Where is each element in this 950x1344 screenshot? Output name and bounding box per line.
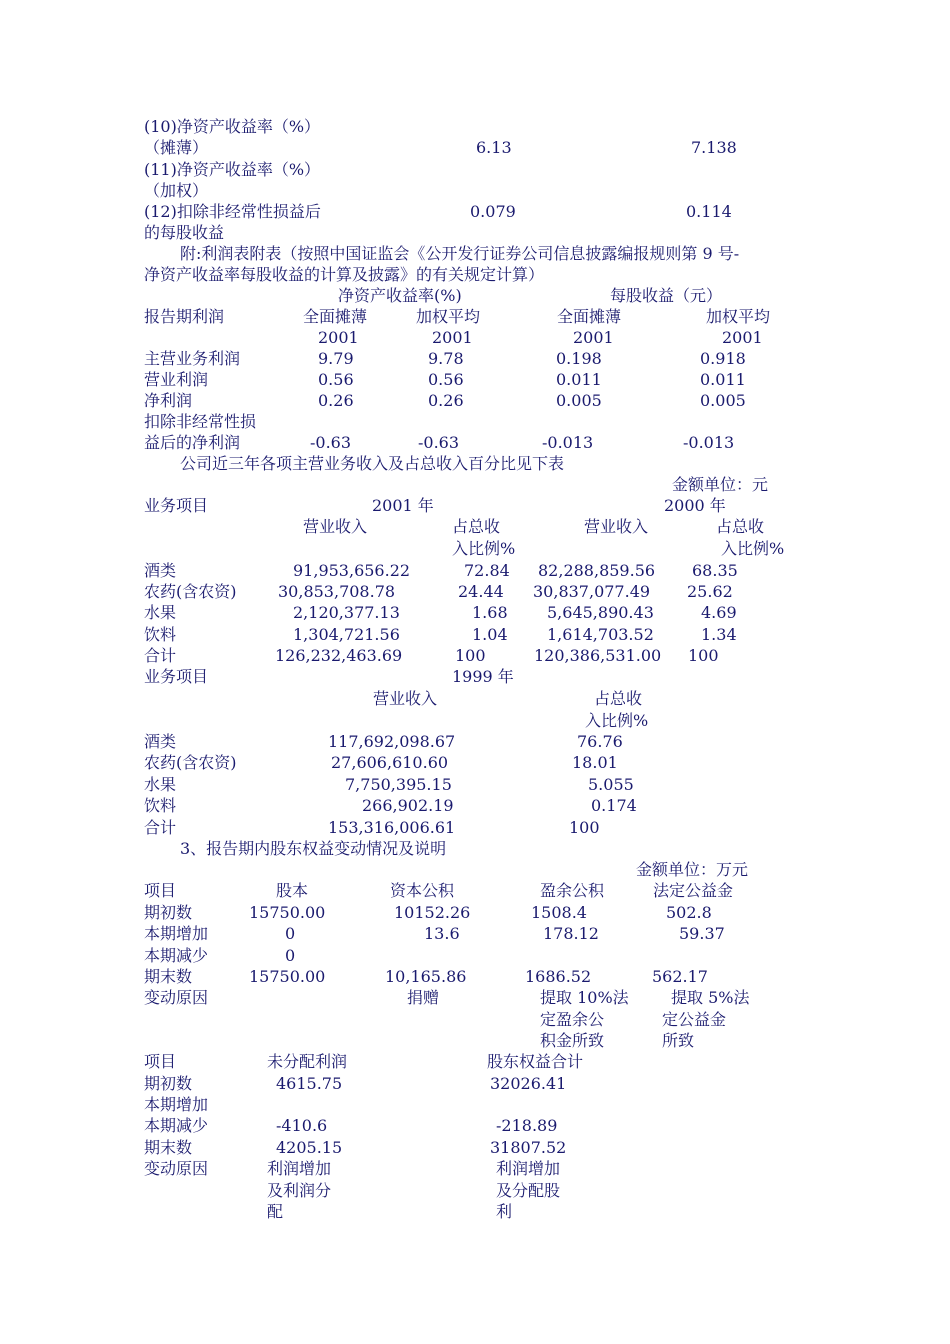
- text-line-18-0: 业务项目: [144, 496, 209, 515]
- text-line-30-0: 农药(含农资): [144, 753, 237, 772]
- text-line-9-4: 加权平均: [706, 307, 771, 326]
- text-line-11-0: 主营业务利润: [144, 349, 241, 368]
- text-line-33-1: 153,316,006.61: [328, 818, 456, 837]
- text-line-4-0: (12)扣除非经常性损益后: [144, 202, 321, 221]
- text-line-38-3: 178.12: [543, 924, 599, 943]
- text-line-25-0: 合计: [144, 646, 177, 665]
- text-line-40-4: 562.17: [652, 967, 708, 986]
- text-line-13-0: 净利润: [144, 391, 193, 410]
- text-line-23-0: 水果: [144, 603, 177, 622]
- text-line-40-0: 期末数: [144, 967, 193, 986]
- text-line-6-0: 附:利润表附表（按照中国证监会《公开发行证券公司信息披露编报规则第 9 号-: [180, 244, 740, 263]
- text-line-9-2: 加权平均: [416, 307, 481, 326]
- text-line-51-1: 利: [496, 1202, 513, 1221]
- text-line-41-3: 提取 5%法: [671, 988, 750, 1007]
- text-line-18-2: 2000 年: [664, 496, 726, 515]
- text-line-20-0: 入比例%: [452, 539, 516, 558]
- text-line-12-3: 0.011: [556, 370, 602, 389]
- text-line-11-1: 9.79: [318, 349, 354, 368]
- text-line-47-1: -410.6: [276, 1116, 328, 1135]
- text-line-26-1: 1999 年: [452, 667, 514, 686]
- text-line-1-2: 7.138: [691, 138, 737, 157]
- text-line-15-3: -0.013: [542, 433, 594, 452]
- text-line-44-0: 项目: [144, 1052, 177, 1071]
- text-line-18-1: 2001 年: [372, 496, 434, 515]
- text-line-40-2: 10,165.86: [385, 967, 467, 986]
- text-line-19-2: 营业收入: [584, 517, 649, 536]
- text-line-4-2: 0.114: [686, 202, 732, 221]
- text-line-29-0: 酒类: [144, 732, 177, 751]
- text-line-38-0: 本期增加: [144, 924, 209, 943]
- text-line-48-0: 期末数: [144, 1138, 193, 1157]
- text-line-48-2: 31807.52: [490, 1138, 567, 1157]
- text-line-29-2: 76.76: [577, 732, 623, 751]
- text-line-40-1: 15750.00: [249, 967, 326, 986]
- text-line-9-1: 全面摊薄: [303, 307, 368, 326]
- text-line-49-0: 变动原因: [144, 1159, 209, 1178]
- text-line-37-1: 15750.00: [249, 903, 326, 922]
- text-line-37-0: 期初数: [144, 903, 193, 922]
- text-line-21-4: 68.35: [692, 561, 738, 580]
- text-line-29-1: 117,692,098.67: [328, 732, 456, 751]
- text-line-31-2: 5.055: [588, 775, 634, 794]
- text-line-13-1: 0.26: [318, 391, 354, 410]
- text-line-48-1: 4205.15: [276, 1138, 343, 1157]
- text-line-13-4: 0.005: [700, 391, 746, 410]
- text-line-12-1: 0.56: [318, 370, 354, 389]
- text-line-23-2: 1.68: [472, 603, 508, 622]
- text-line-41-1: 捐赠: [407, 988, 440, 1007]
- text-line-25-4: 100: [688, 646, 719, 665]
- text-line-24-4: 1.34: [701, 625, 737, 644]
- text-line-47-2: -218.89: [496, 1116, 558, 1135]
- text-line-4-1: 0.079: [470, 202, 516, 221]
- text-line-49-2: 利润增加: [496, 1159, 561, 1178]
- text-line-33-2: 100: [569, 818, 600, 837]
- text-line-34-0: 3、报告期内股东权益变动情况及说明: [180, 839, 447, 858]
- text-line-19-0: 营业收入: [303, 517, 368, 536]
- text-line-36-2: 资本公积: [390, 881, 455, 900]
- text-line-23-4: 4.69: [701, 603, 737, 622]
- text-line-46-0: 本期增加: [144, 1095, 209, 1114]
- text-line-11-4: 0.918: [700, 349, 746, 368]
- text-line-36-3: 盈余公积: [540, 881, 605, 900]
- text-line-22-1: 30,853,708.78: [278, 582, 396, 601]
- text-line-5-0: 的每股收益: [144, 223, 225, 242]
- text-line-22-0: 农药(含农资): [144, 582, 237, 601]
- text-line-2-0: (11)净资产收益率（%）: [144, 160, 321, 179]
- text-line-32-0: 饮料: [144, 796, 177, 815]
- text-line-37-2: 10152.26: [394, 903, 471, 922]
- text-line-10-2: 2001: [573, 328, 614, 347]
- text-line-47-0: 本期减少: [144, 1116, 209, 1135]
- text-line-1-0: （摊薄）: [144, 138, 209, 157]
- text-line-9-0: 报告期利润: [144, 307, 225, 326]
- text-line-10-1: 2001: [432, 328, 473, 347]
- text-line-42-0: 定盈余公: [540, 1010, 605, 1029]
- text-line-0-0: (10)净资产收益率（%）: [144, 117, 321, 136]
- text-line-9-3: 全面摊薄: [557, 307, 622, 326]
- text-line-28-0: 入比例%: [585, 711, 649, 730]
- text-line-30-1: 27,606,610.60: [331, 753, 449, 772]
- text-line-8-1: 每股收益（元）: [610, 286, 723, 305]
- text-line-23-3: 5,645,890.43: [547, 603, 654, 622]
- text-line-40-3: 1686.52: [525, 967, 592, 986]
- text-line-25-3: 120,386,531.00: [534, 646, 662, 665]
- text-line-22-2: 24.44: [458, 582, 504, 601]
- text-line-24-1: 1,304,721.56: [293, 625, 400, 644]
- text-line-26-0: 业务项目: [144, 667, 209, 686]
- text-line-27-0: 营业收入: [373, 689, 438, 708]
- text-line-41-0: 变动原因: [144, 988, 209, 1007]
- text-line-11-2: 9.78: [428, 349, 464, 368]
- text-line-45-1: 4615.75: [276, 1074, 343, 1093]
- text-line-1-1: 6.13: [476, 138, 512, 157]
- text-line-17-0: 金额单位：元: [672, 475, 769, 494]
- text-line-43-1: 所致: [662, 1031, 695, 1050]
- text-line-38-4: 59.37: [679, 924, 725, 943]
- text-line-14-0: 扣除非经常性损: [144, 412, 257, 431]
- text-line-51-0: 配: [267, 1202, 284, 1221]
- text-line-36-0: 项目: [144, 881, 177, 900]
- text-line-24-3: 1,614,703.52: [547, 625, 654, 644]
- text-line-45-0: 期初数: [144, 1074, 193, 1093]
- text-line-13-3: 0.005: [556, 391, 602, 410]
- text-line-12-4: 0.011: [700, 370, 746, 389]
- text-line-36-1: 股本: [276, 881, 309, 900]
- text-line-25-2: 100: [455, 646, 486, 665]
- text-line-41-2: 提取 10%法: [540, 988, 629, 1007]
- text-line-21-3: 82,288,859.56: [538, 561, 656, 580]
- text-line-21-1: 91,953,656.22: [293, 561, 411, 580]
- text-line-39-0: 本期减少: [144, 946, 209, 965]
- text-line-32-1: 266,902.19: [362, 796, 454, 815]
- text-line-22-4: 25.62: [687, 582, 733, 601]
- text-line-12-2: 0.56: [428, 370, 464, 389]
- text-line-37-3: 1508.4: [531, 903, 587, 922]
- text-line-50-0: 及利润分: [267, 1181, 332, 1200]
- text-line-15-1: -0.63: [310, 433, 352, 452]
- text-line-23-1: 2,120,377.13: [293, 603, 400, 622]
- text-line-22-3: 30,837,077.49: [533, 582, 651, 601]
- text-line-15-4: -0.013: [683, 433, 735, 452]
- text-line-45-2: 32026.41: [490, 1074, 567, 1093]
- text-line-10-3: 2001: [722, 328, 763, 347]
- text-line-38-1: 0: [285, 924, 296, 943]
- text-line-13-2: 0.26: [428, 391, 464, 410]
- text-line-31-0: 水果: [144, 775, 177, 794]
- text-line-8-0: 净资产收益率(%): [338, 286, 462, 305]
- text-line-33-0: 合计: [144, 818, 177, 837]
- text-line-7-0: 净资产收益率每股收益的计算及披露》的有关规定计算）: [144, 265, 545, 284]
- text-line-20-1: 入比例%: [721, 539, 785, 558]
- text-line-44-2: 股东权益合计: [487, 1052, 584, 1071]
- text-line-32-2: 0.174: [591, 796, 637, 815]
- text-line-42-1: 定公益金: [662, 1010, 727, 1029]
- text-line-38-2: 13.6: [424, 924, 460, 943]
- text-line-25-1: 126,232,463.69: [275, 646, 403, 665]
- text-line-50-1: 及分配股: [496, 1181, 561, 1200]
- text-line-44-1: 未分配利润: [267, 1052, 348, 1071]
- text-line-15-0: 益后的净利润: [144, 433, 241, 452]
- text-line-3-0: （加权）: [144, 181, 209, 200]
- text-line-10-0: 2001: [318, 328, 359, 347]
- text-line-19-1: 占总收: [452, 517, 501, 536]
- text-line-24-2: 1.04: [472, 625, 508, 644]
- text-line-16-0: 公司近三年各项主营业务收入及占总收入百分比见下表: [180, 454, 565, 473]
- text-line-49-1: 利润增加: [267, 1159, 332, 1178]
- text-line-15-2: -0.63: [418, 433, 460, 452]
- text-line-30-2: 18.01: [572, 753, 618, 772]
- text-line-27-1: 占总收: [594, 689, 643, 708]
- text-line-24-0: 饮料: [144, 625, 177, 644]
- text-line-21-2: 72.84: [464, 561, 510, 580]
- text-line-35-0: 金额单位：万元: [636, 860, 749, 879]
- text-line-43-0: 积金所致: [540, 1031, 605, 1050]
- text-line-36-4: 法定公益金: [653, 881, 734, 900]
- text-line-19-3: 占总收: [716, 517, 765, 536]
- text-line-31-1: 7,750,395.15: [345, 775, 452, 794]
- text-line-21-0: 酒类: [144, 561, 177, 580]
- text-line-39-1: 0: [285, 946, 296, 965]
- text-line-11-3: 0.198: [556, 349, 602, 368]
- text-line-37-4: 502.8: [666, 903, 712, 922]
- text-line-12-0: 营业利润: [144, 370, 209, 389]
